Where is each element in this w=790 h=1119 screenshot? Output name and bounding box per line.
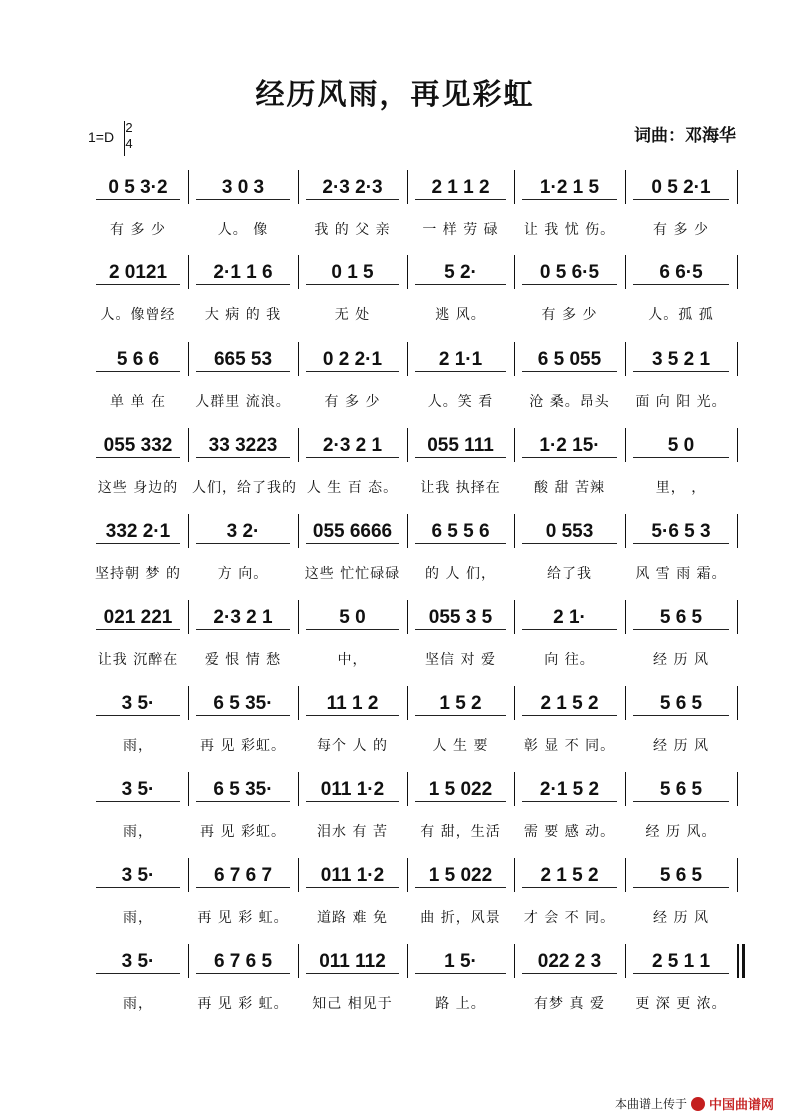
measure-notes: 2 0121: [92, 255, 184, 291]
staff-row: [0, 600, 790, 680]
barline: [737, 944, 739, 978]
lyric-text: 需 要 感 动。: [523, 824, 616, 840]
lyric-text: 再 见 彩 虹。: [197, 910, 289, 926]
barline: [298, 600, 299, 634]
lyric-text: 更 深 更 浓。: [635, 996, 727, 1012]
measure-notes: 0 5 6·5: [518, 255, 621, 291]
measure-notes: 5 0: [302, 600, 403, 636]
measure-notes: 6 6·5: [629, 255, 733, 291]
barline: [407, 858, 408, 892]
measure-notes: 1 5·: [411, 944, 510, 980]
measure-notes: 5 6 5: [629, 772, 733, 808]
lyric-text: 雨，: [123, 738, 153, 754]
barline: [298, 858, 299, 892]
barline: [188, 428, 189, 462]
barline: [188, 514, 189, 548]
staff-row: [0, 514, 790, 594]
barline: [188, 858, 189, 892]
staff-row: [0, 170, 790, 250]
barline: [407, 170, 408, 204]
lyric-text: 有 多 少: [110, 222, 166, 238]
barline: [625, 772, 626, 806]
barline: [625, 255, 626, 289]
barline: [188, 342, 189, 376]
barline: [514, 514, 515, 548]
lyric-text: 有 多 少: [541, 307, 598, 323]
lyric-text: 再 见 彩虹。: [200, 738, 286, 754]
lyric-text: 每个 人 的: [317, 738, 388, 754]
barline: [625, 858, 626, 892]
barline: [188, 170, 189, 204]
lyric-text: 里， ，: [655, 480, 707, 496]
footer-text: 本曲谱上传于: [614, 1097, 687, 1111]
author-credit: 词曲：邓海华: [634, 126, 736, 146]
lyric-text: 雨，: [123, 910, 153, 926]
barline: [298, 772, 299, 806]
barline: [737, 858, 738, 892]
lyric-text: 彰 显 不 同。: [523, 738, 616, 754]
measure-notes: 2 1·1: [411, 342, 510, 378]
measure-notes: 0 2 2·1: [302, 342, 403, 378]
measure-notes: 2·3 2 1: [192, 600, 294, 636]
measure-notes: 3 5·: [92, 686, 184, 722]
barline: [625, 514, 626, 548]
barline: [298, 170, 299, 204]
lyric-text: 经 历 风: [653, 738, 709, 754]
barline: [298, 428, 299, 462]
lyric-text: 让 我 忧 伤。: [523, 222, 616, 238]
measure-notes: 2 5 1 1: [629, 944, 733, 980]
measure-notes: 1 5 022: [411, 772, 510, 808]
measure-notes: 6 5 055: [518, 342, 621, 378]
measure-notes: 1·2 15·: [518, 428, 621, 464]
barline: [737, 170, 738, 204]
lyric-text: 有 甜，生活: [420, 824, 501, 840]
barline: [737, 772, 738, 806]
lyric-text: 面 向 阳 光。: [635, 394, 727, 410]
lyric-text: 知己 相见于: [312, 996, 393, 1012]
lyric-text: 再 见 彩 虹。: [197, 996, 289, 1012]
barline: [625, 342, 626, 376]
barline: [625, 170, 626, 204]
lyric-text: 人群里 流浪。: [195, 394, 291, 410]
time-numerator: 2: [125, 120, 133, 135]
barline: [625, 428, 626, 462]
measure-notes: 021 221: [92, 600, 184, 636]
barline: [298, 342, 299, 376]
measure-notes: 6 5 35·: [192, 686, 294, 722]
site-logo-text: 中国曲谱网: [708, 1098, 774, 1113]
measure-notes: 055 3 5: [411, 600, 510, 636]
lyric-text: 给了我: [547, 566, 592, 582]
lyric-text: 道路 难 免: [317, 910, 388, 926]
barline: [298, 514, 299, 548]
barline: [514, 428, 515, 462]
lyric-text: 人。像曾经: [100, 307, 176, 323]
staff-row: [0, 428, 790, 508]
measure-notes: 5 6 5: [629, 686, 733, 722]
staff-row: [0, 686, 790, 766]
lyric-text: 爱 恨 情 愁: [204, 652, 282, 668]
lyric-text: 酸 甜 苦辣: [534, 480, 605, 496]
measure-notes: 0 5 3·2: [92, 170, 184, 206]
staff-row: [0, 342, 790, 422]
measure-notes: 0 5 2·1: [629, 170, 733, 206]
lyric-text: 坚信 对 爱: [425, 652, 496, 668]
barline: [514, 600, 515, 634]
measure-notes: 1 5 2: [411, 686, 510, 722]
lyric-text: 人。笑 看: [427, 394, 494, 410]
barline: [188, 600, 189, 634]
lyric-text: 这些 忙忙碌碌: [304, 566, 401, 582]
barline: [407, 342, 408, 376]
key-label: 1=D: [88, 129, 115, 145]
lyric-text: 经 历 风: [653, 652, 709, 668]
measure-notes: 6 7 6 7: [192, 858, 294, 894]
lyric-text: 这些 身边的: [97, 480, 179, 496]
lyric-text: 有梦 真 爱: [534, 996, 605, 1012]
measure-notes: 5 6 6: [92, 342, 184, 378]
barline: [737, 686, 738, 720]
measure-notes: 332 2·1: [92, 514, 184, 550]
measure-notes: 6 7 6 5: [192, 944, 294, 980]
barline: [298, 255, 299, 289]
measure-notes: 1·2 1 5: [518, 170, 621, 206]
measure-notes: 2 1 5 2: [518, 858, 621, 894]
measure-notes: 2 1 5 2: [518, 686, 621, 722]
measure-notes: 011 112: [302, 944, 403, 980]
lyric-text: 人。孤 孤: [648, 307, 714, 323]
measure-notes: 011 1·2: [302, 858, 403, 894]
measure-notes: 5 2·: [411, 255, 510, 291]
barline: [737, 514, 738, 548]
lyric-text: 经 历 风: [653, 910, 709, 926]
barline: [188, 686, 189, 720]
time-signature: [124, 120, 134, 152]
lyric-text: 让我 执择在: [420, 480, 501, 496]
measure-notes: 011 1·2: [302, 772, 403, 808]
lyric-text: 沧 桑。昂头: [529, 394, 610, 410]
barline: [625, 686, 626, 720]
barline: [514, 944, 515, 978]
barline: [407, 428, 408, 462]
staff-row: [0, 944, 790, 1024]
measure-notes: 0 553: [518, 514, 621, 550]
staff-row: [0, 772, 790, 852]
barline: [407, 686, 408, 720]
lyric-text: 再 见 彩虹。: [200, 824, 286, 840]
time-denominator: 4: [125, 136, 133, 151]
lyric-text: 人 生 百 态。: [306, 480, 399, 496]
measure-notes: 2 1·: [518, 600, 621, 636]
lyric-text: 中，: [337, 652, 368, 668]
lyric-text: 人们，给了我的: [192, 480, 297, 496]
measure-notes: 1 5 022: [411, 858, 510, 894]
barline: [737, 428, 738, 462]
measure-notes: 2·3 2·3: [302, 170, 403, 206]
lyric-text: 方 向。: [217, 566, 269, 582]
barline: [188, 255, 189, 289]
barline: [737, 255, 738, 289]
staff-row: [0, 858, 790, 938]
barline: [407, 514, 408, 548]
song-title: 经历风雨，再见彩虹: [255, 77, 535, 111]
barline: [188, 944, 189, 978]
measure-notes: 5·6 5 3: [629, 514, 733, 550]
measure-notes: 665 53: [192, 342, 294, 378]
lyric-text: 泪水 有 苦: [317, 824, 388, 840]
lyric-text: 大 病 的 我: [204, 307, 282, 323]
lyric-text: 路 上。: [435, 996, 486, 1012]
footer: [615, 1094, 774, 1113]
measure-notes: 0 1 5: [302, 255, 403, 291]
measure-notes: 6 5 5 6: [411, 514, 510, 550]
barline: [407, 255, 408, 289]
measure-notes: 2·1 1 6: [192, 255, 294, 291]
lyric-text: 风 雪 雨 霜。: [635, 566, 727, 582]
measure-notes: 3 5·: [92, 944, 184, 980]
measure-notes: 3 0 3: [192, 170, 294, 206]
lyric-text: 雨，: [123, 824, 153, 840]
measure-notes: 3 5·: [92, 858, 184, 894]
barline: [514, 772, 515, 806]
lyric-text: 无 处: [334, 307, 371, 323]
measure-notes: 11 1 2: [302, 686, 403, 722]
site-logo-icon: [691, 1097, 705, 1111]
lyric-text: 人。 像: [217, 222, 269, 238]
lyric-text: 我 的 父 亲: [314, 222, 391, 238]
lyric-text: 让我 沉醉在: [97, 652, 179, 668]
lyric-text: 有 多 少: [653, 222, 709, 238]
lyric-text: 坚持朝 梦 的: [95, 566, 181, 582]
lyric-text: 曲 折，风景: [420, 910, 501, 926]
staff-row: [0, 255, 790, 335]
barline: [514, 858, 515, 892]
measure-notes: 6 5 35·: [192, 772, 294, 808]
measure-notes: 5 6 5: [629, 600, 733, 636]
lyric-text: 单 单 在: [110, 394, 166, 410]
measure-notes: 3 5 2 1: [629, 342, 733, 378]
barline: [407, 772, 408, 806]
measure-notes: 3 5·: [92, 772, 184, 808]
barline: [625, 944, 626, 978]
barline: [188, 772, 189, 806]
lyric-text: 有 多 少: [324, 394, 381, 410]
measure-notes: 022 2 3: [518, 944, 621, 980]
barline: [298, 686, 299, 720]
lyric-text: 一 样 劳 碌: [422, 222, 499, 238]
measure-notes: 5 0: [629, 428, 733, 464]
barline: [514, 342, 515, 376]
lyric-text: 人 生 要: [432, 738, 489, 754]
barline: [407, 600, 408, 634]
lyric-text: 逃 风。: [435, 307, 486, 323]
barline: [625, 600, 626, 634]
barline: [737, 342, 738, 376]
barline: [514, 170, 515, 204]
lyric-text: 经 历 风。: [645, 824, 717, 840]
measure-notes: 2·1 5 2: [518, 772, 621, 808]
measure-notes: 2·3 2 1: [302, 428, 403, 464]
barline: [407, 944, 408, 978]
lyric-text: 才 会 不 同。: [523, 910, 616, 926]
barline: [737, 600, 738, 634]
measure-notes: 33 3223: [192, 428, 294, 464]
barline: [298, 944, 299, 978]
lyric-text: 向 往。: [544, 652, 595, 668]
measure-notes: 055 6666: [302, 514, 403, 550]
measure-notes: 5 6 5: [629, 858, 733, 894]
barline: [514, 255, 515, 289]
lyric-text: 雨，: [123, 996, 153, 1012]
lyric-text: 的 人 们，: [425, 566, 496, 582]
measure-notes: 055 111: [411, 428, 510, 464]
measure-notes: 3 2·: [192, 514, 294, 550]
measure-notes: 055 332: [92, 428, 184, 464]
barline: [514, 686, 515, 720]
measure-notes: 2 1 1 2: [411, 170, 510, 206]
